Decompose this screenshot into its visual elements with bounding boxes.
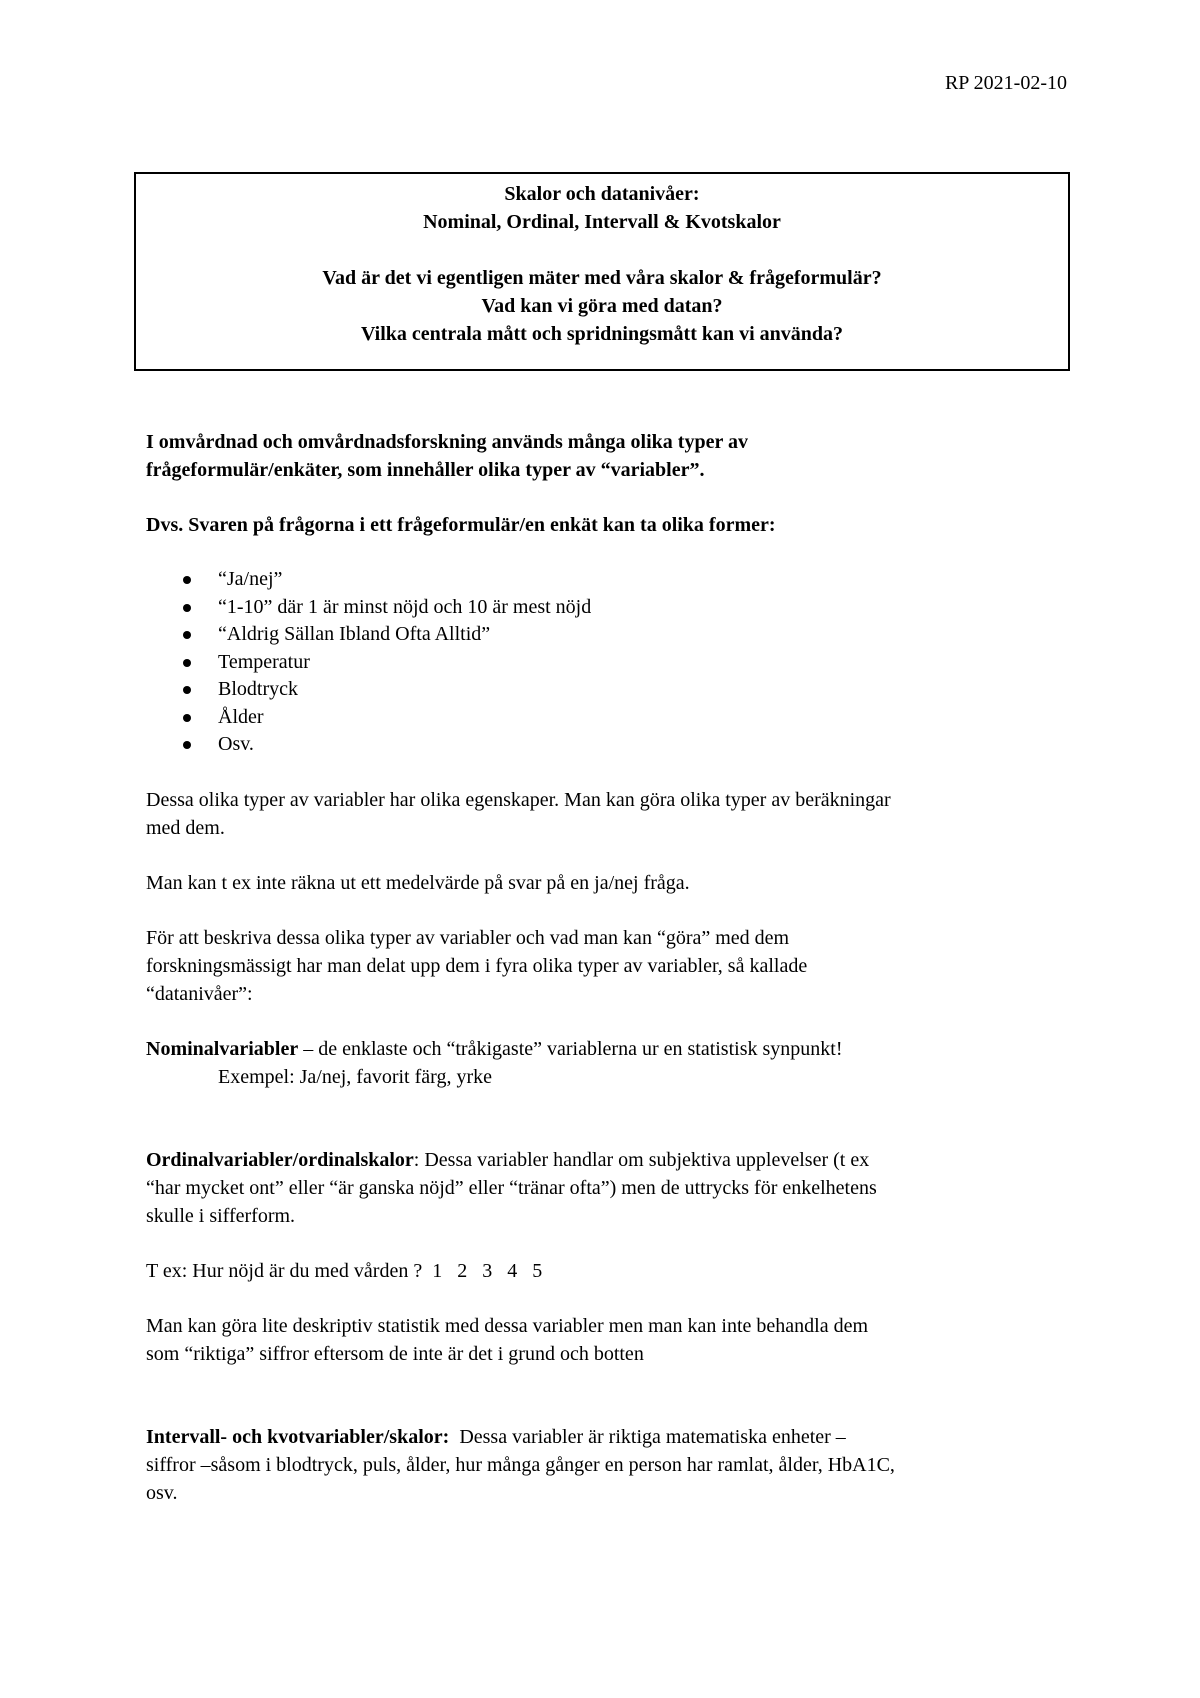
list-item: “Aldrig Sällan Ibland Ofta Alltid” <box>146 621 1076 649</box>
bullet-icon <box>183 631 191 639</box>
paragraph-3-line-3: “datanivåer”: <box>146 982 253 1005</box>
document-body <box>146 428 1076 1507</box>
ordinal-section <box>146 1146 1076 1174</box>
bullet-icon <box>183 659 191 667</box>
nominal-desc: – de enklaste och “tråkigaste” variablerna ur en statistisk synpunkt! <box>298 1037 843 1060</box>
nominal-term: Nominalvariabler <box>146 1037 299 1060</box>
paragraph-1-line-2: med dem. <box>146 816 225 839</box>
list-item: Osv. <box>146 731 1076 759</box>
title-box <box>134 172 1070 371</box>
page-header-date: RP 2021-02-10 <box>944 72 1067 94</box>
ordinal-desc-line-2: “har mycket ont” eller “är ganska nöjd” eller “tränar ofta”) men de uttrycks för enkelhetens <box>146 1176 877 1199</box>
intro-line-2: frågeformulär/enkäter, som innehåller olika typer av “variabler”. <box>146 459 705 481</box>
bullet-icon <box>183 686 191 694</box>
nominal-section <box>146 1035 1076 1063</box>
list-item: Ålder <box>146 704 1076 732</box>
list-item: Blodtryck <box>146 676 1076 704</box>
interval-desc-line-3: osv. <box>146 1481 178 1504</box>
interval-term: Intervall- och kvotvariabler/skalor: <box>146 1425 450 1448</box>
ordinal-term: Ordinalvariabler/ordinalskalor <box>146 1148 414 1171</box>
answer-format-list <box>146 566 1076 759</box>
ordinal-note-line-1: Man kan göra lite deskriptiv statistik med dessa variabler men man kan inte behandla dem <box>146 1314 869 1337</box>
bullet-icon <box>183 741 191 749</box>
title-question-1: Vad är det vi egentligen mäter med våra skalor & frågeformulär? <box>322 267 882 289</box>
list-item: “Ja/nej” <box>146 566 1076 594</box>
title-line-2: Nominal, Ordinal, Intervall & Kvotskalor <box>423 211 781 233</box>
title-question-2: Vad kan vi göra med datan? <box>481 295 723 317</box>
list-item: “1-10” där 1 är minst nöjd och 10 är mest nöjd <box>146 594 1076 622</box>
paragraph-3-line-2: forskningsmässigt har man delat upp dem i fyra olika typer av variabler, så kallade <box>146 954 808 977</box>
ordinal-desc-line-1: : Dessa variabler handlar om subjektiva upplevelser (t ex <box>413 1148 870 1171</box>
title-question-3: Vilka centrala mått och spridningsmått kan vi använda? <box>360 323 844 345</box>
bullet-icon <box>183 576 191 584</box>
paragraph-1-line-1: Dessa olika typer av variabler har olika egenskaper. Man kan göra olika typer av beräkningar <box>146 788 891 811</box>
interval-section <box>146 1423 1076 1451</box>
ordinal-desc-line-3: skulle i sifferform. <box>146 1204 296 1227</box>
list-item: Temperatur <box>146 649 1076 677</box>
title-line-1: Skalor och datanivåer: <box>504 183 700 205</box>
intro-dvs: Dvs. Svaren på frågorna i ett frågeformulär/en enkät kan ta olika former: <box>146 514 776 536</box>
interval-desc-line-1: Dessa variabler är riktiga matematiska enheter – <box>449 1425 846 1448</box>
intro-line-1: I omvårdnad och omvårdnadsforskning används många olika typer av <box>146 431 748 453</box>
bullet-icon <box>183 714 191 722</box>
ordinal-example: T ex: Hur nöjd är du med vården ? 1 2 3 4 5 <box>146 1259 543 1282</box>
ordinal-note-line-2: som “riktiga” siffror eftersom de inte är det i grund och botten <box>146 1342 644 1365</box>
interval-desc-line-2: siffror –såsom i blodtryck, puls, ålder, hur många gånger en person har ramlat, ålder, HbA1C, <box>146 1453 895 1476</box>
paragraph-3-line-1: För att beskriva dessa olika typer av variabler och vad man kan “göra” med dem <box>146 926 790 949</box>
paragraph-2: Man kan t ex inte räkna ut ett medelvärde på svar på en ja/nej fråga. <box>146 871 690 894</box>
bullet-icon <box>183 604 191 612</box>
nominal-example: Exempel: Ja/nej, favorit färg, yrke <box>218 1065 492 1088</box>
